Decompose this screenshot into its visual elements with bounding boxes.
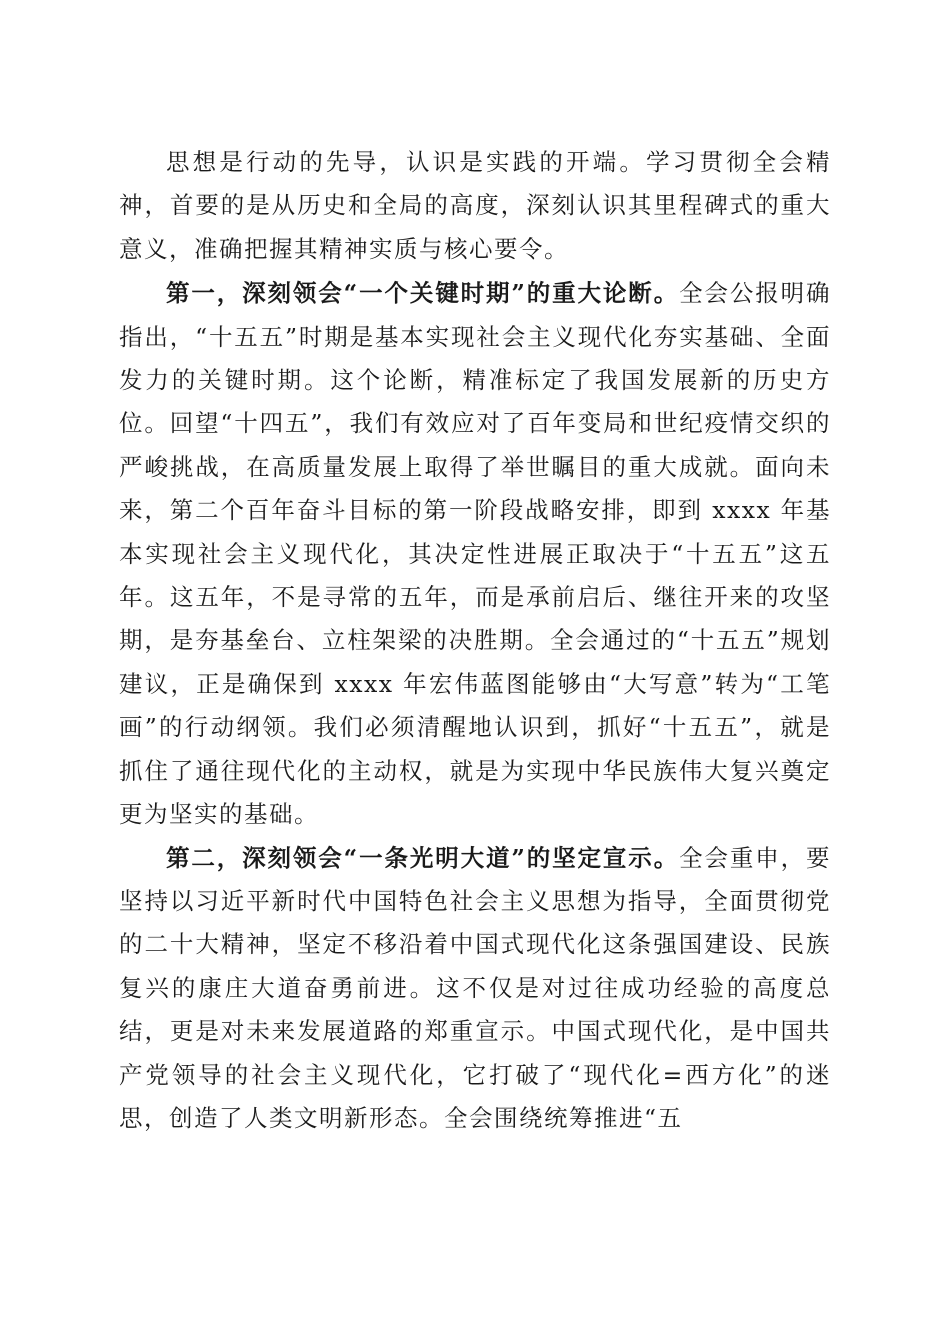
paragraph-first-point <box>119 272 831 836</box>
paragraph-second-point-text: 全会重申，要坚持以习近平新时代中国特色社会主义思想为指导，全面贯彻党的二十大精神，坚定不移沿着中国式现代化这条强国建设、民族复兴的康庄大道奋勇前进。这不仅是对过往成功经验的高度总结，更是对未来发展道路的郑重宣示。中国式现代化，是中国共产党领导的社会主义现代化，它打破了“现代化=西方化”的迷思，创造了人类文明新形态。全会围绕统筹推进“五 <box>119 843 831 1132</box>
paragraph-first-point-heading: 第一，深刻领会“一个关键时期”的重大论断。 <box>166 279 680 308</box>
paragraph-intro <box>119 141 831 271</box>
document-body <box>119 141 831 1140</box>
paragraph-first-point-text: 全会公报明确指出，“十五五”时期是基本实现社会主义现代化夯实基础、全面发力的关键时期。这个论断，精准标定了我国发展新的历史方位。回望“十四五”，我们有效应对了百年变局和世纪疫情交织的严峻挑战，在高质量发展上取得了举世瞩目的重大成就。面向未来，第二个百年奋斗目标的第一阶段战略安排，即到 xxxx 年基本实现社会主义现代化，其决定性进展正取决于“十五五”这五年。这五年，不是寻常的五年，而是承前启后、继往开来的攻坚期，是夯基垒台、立柱架梁的决胜期。全会通过的“十五五”规划建议，正是确保到 xxxx 年宏伟蓝图能够由“大写意”转为“工笔画”的行动纲领。我们必须清醒地认识到，抓好“十五五”，就是抓住了通往现代化的主动权，就是为实现中华民族伟大复兴奠定更为坚实的基础。 <box>119 279 831 829</box>
paragraph-second-point <box>119 837 831 1141</box>
paragraph-intro-text: 思想是行动的先导，认识是实践的开端。学习贯彻全会精神，首要的是从历史和全局的高度，深刻认识其里程碑式的重大意义，准确把握其精神实质与核心要令。 <box>119 148 831 263</box>
paragraph-second-point-heading: 第二，深刻领会“一条光明大道”的坚定宣示。 <box>166 843 680 872</box>
